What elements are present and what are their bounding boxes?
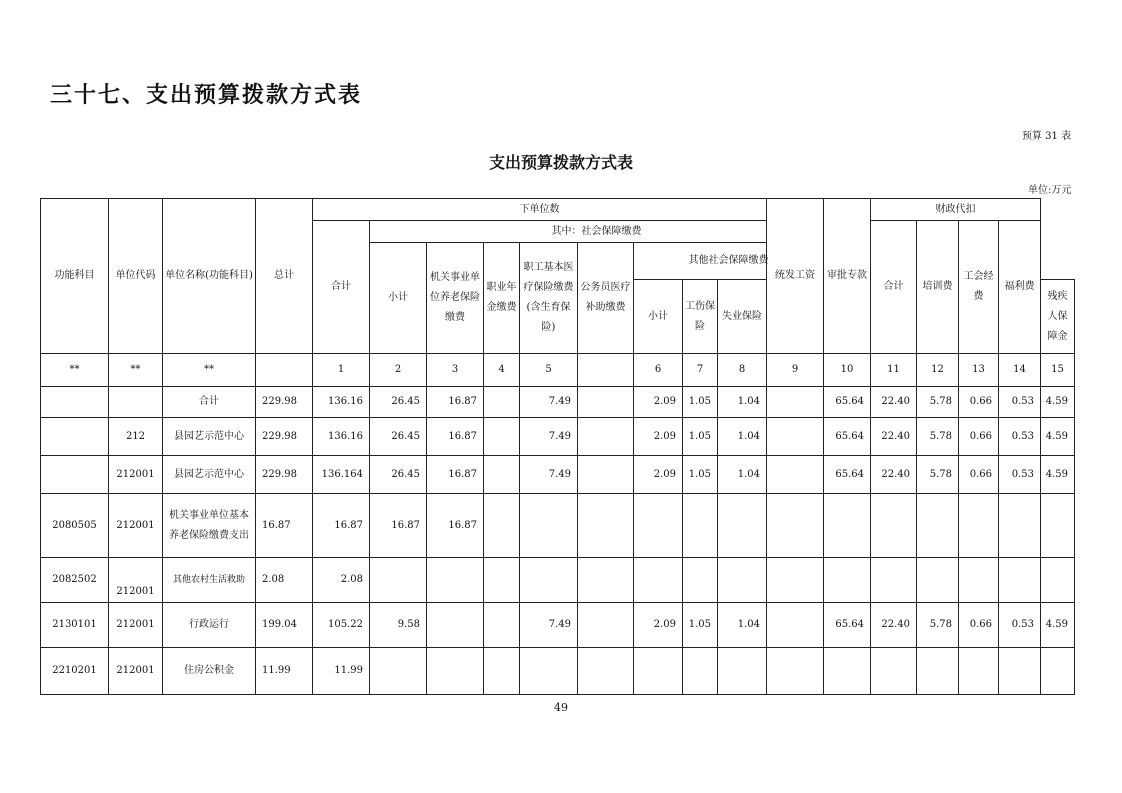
table-cell: 26.45: [370, 456, 427, 494]
table-title: 支出预算拨款方式表: [488, 153, 633, 172]
table-cell: [427, 648, 484, 695]
header-subtotal: 合计: [313, 221, 370, 354]
table-cell: 229.98: [256, 418, 313, 456]
table-cell: 13: [959, 354, 999, 387]
table-cell: [484, 418, 520, 456]
table-number: 预算 31 表: [1022, 131, 1072, 142]
table-cell: [959, 558, 999, 603]
budget-table: [40, 198, 1075, 695]
table-cell: [718, 494, 767, 558]
table-cell: 136.16: [313, 418, 370, 456]
table-cell: 12: [917, 354, 959, 387]
header-approved-special: 审批专款: [824, 199, 871, 354]
table-cell: 0.53: [999, 456, 1041, 494]
header-annuity: 职业年金缴费: [484, 243, 520, 354]
table-cell: 10: [824, 354, 871, 387]
table-cell: [484, 494, 520, 558]
table-cell: 16.87: [256, 494, 313, 558]
table-cell: 229.98: [256, 456, 313, 494]
table-cell: [1041, 648, 1075, 695]
header-func-subject: 功能科目: [41, 199, 109, 354]
table-cell: [578, 648, 634, 695]
table-cell: 212001: [109, 558, 163, 603]
table-cell: [109, 387, 163, 418]
table-cell: 212001: [109, 494, 163, 558]
table-cell: 5.78: [917, 418, 959, 456]
table-cell: [767, 494, 824, 558]
table-cell: 5.78: [917, 456, 959, 494]
table-cell: 105.22: [313, 603, 370, 648]
table-cell: 县园艺示范中心: [163, 456, 256, 494]
table-row: [41, 648, 1075, 695]
table-cell: 22.40: [871, 418, 917, 456]
table-cell: 15: [1041, 354, 1075, 387]
table-cell: 1.05: [683, 456, 718, 494]
table-cell: 0.53: [999, 418, 1041, 456]
table-cell: [578, 456, 634, 494]
header-finance-deduct: 财政代扣: [871, 199, 1041, 221]
header-disability: 残疾人保障金: [1041, 280, 1075, 354]
table-cell: [427, 603, 484, 648]
table-cell: 2.09: [634, 387, 683, 418]
table-cell: [520, 494, 578, 558]
header-fd-total: 合计: [871, 221, 917, 354]
table-cell: 7.49: [520, 456, 578, 494]
table-cell: 16.87: [427, 387, 484, 418]
table-cell: 136.16: [313, 387, 370, 418]
table-cell: 1.04: [718, 418, 767, 456]
table-cell: 22.40: [871, 387, 917, 418]
table-cell: [871, 558, 917, 603]
table-cell: 65.64: [824, 387, 871, 418]
table-cell: 4.59: [1041, 603, 1075, 648]
table-cell: 16.87: [427, 494, 484, 558]
table-cell: 9: [767, 354, 824, 387]
table-cell: [683, 494, 718, 558]
table-cell: [999, 494, 1041, 558]
table-cell: 0.66: [959, 418, 999, 456]
table-cell: 0.66: [959, 387, 999, 418]
header-medical: 职工基本医疗保险缴费(含生育保险): [520, 243, 578, 354]
table-cell: [484, 387, 520, 418]
table-cell: [767, 387, 824, 418]
table-cell: 机关事业单位基本养老保险缴费支出: [163, 494, 256, 558]
table-cell: **: [163, 354, 256, 387]
table-cell: [370, 558, 427, 603]
header-other-subtotal: 小计: [634, 280, 683, 354]
table-cell: 2210201: [41, 648, 109, 695]
table-cell: 1.04: [718, 603, 767, 648]
table-cell: [871, 494, 917, 558]
table-cell: [871, 648, 917, 695]
table-cell: [578, 354, 634, 387]
table-cell: 2.09: [634, 603, 683, 648]
table-cell: 住房公积金: [163, 648, 256, 695]
table-cell: 4.59: [1041, 387, 1075, 418]
table-cell: 22.40: [871, 456, 917, 494]
table-cell: 2: [370, 354, 427, 387]
table-cell: [578, 418, 634, 456]
table-cell: 2.09: [634, 456, 683, 494]
header-total: 总计: [256, 199, 313, 354]
table-cell: 11.99: [256, 648, 313, 695]
table-cell: [959, 648, 999, 695]
header-union: 工会经费: [959, 221, 999, 354]
table-cell: 合计: [163, 387, 256, 418]
index-row-body: [41, 354, 1075, 387]
table-row: [41, 456, 1075, 494]
table-cell: 6: [634, 354, 683, 387]
table-cell: 11: [871, 354, 917, 387]
table-cell: 14: [999, 354, 1041, 387]
data-rows-body: [41, 387, 1075, 695]
table-cell: 212: [109, 418, 163, 456]
table-cell: [634, 648, 683, 695]
table-cell: 4.59: [1041, 456, 1075, 494]
header-other-social: 其他社会保障缴费: [634, 243, 824, 280]
table-cell: [484, 603, 520, 648]
table-cell: 7: [683, 354, 718, 387]
table-cell: [370, 648, 427, 695]
table-row: [41, 494, 1075, 558]
header-ss-subtotal: 小计: [370, 243, 427, 354]
table-cell: 3: [427, 354, 484, 387]
table-row: [41, 603, 1075, 648]
table-cell: 16.87: [427, 456, 484, 494]
table-cell: 0.53: [999, 603, 1041, 648]
page-number: 49: [554, 701, 568, 714]
table-row: [41, 418, 1075, 456]
table-cell: 1.04: [718, 387, 767, 418]
table-cell: 其他农村生活救助: [163, 558, 256, 603]
table-cell: 2130101: [41, 603, 109, 648]
header-unified-salary: 统发工资: [767, 199, 824, 354]
table-cell: 1.05: [683, 387, 718, 418]
table-cell: [578, 494, 634, 558]
table-cell: 136.164: [313, 456, 370, 494]
table-cell: 26.45: [370, 387, 427, 418]
table-cell: 1.04: [718, 456, 767, 494]
table-cell: [578, 387, 634, 418]
table-cell: [767, 418, 824, 456]
table-cell: 11.99: [313, 648, 370, 695]
table-cell: 229.98: [256, 387, 313, 418]
header-unemployment: 失业保险: [718, 280, 767, 354]
table-cell: [917, 494, 959, 558]
table-cell: 8: [718, 354, 767, 387]
table-cell: 9.58: [370, 603, 427, 648]
table-cell: [718, 648, 767, 695]
table-cell: [683, 558, 718, 603]
table-cell: **: [41, 354, 109, 387]
table-cell: [484, 558, 520, 603]
table-cell: [824, 648, 871, 695]
table-cell: 0.66: [959, 456, 999, 494]
header-civil-medical: 公务员医疗补助缴费: [578, 243, 634, 354]
table-row: [41, 387, 1075, 418]
header-lower-unit: 下单位数: [313, 199, 767, 221]
table-row: [41, 558, 1075, 603]
table-cell: 1.05: [683, 603, 718, 648]
table-cell: 212001: [109, 603, 163, 648]
table-cell: [917, 558, 959, 603]
table-cell: 1.05: [683, 418, 718, 456]
table-cell: [484, 648, 520, 695]
table-cell: 2.08: [313, 558, 370, 603]
table-cell: [824, 558, 871, 603]
table-cell: 199.04: [256, 603, 313, 648]
table-cell: [520, 648, 578, 695]
table-cell: [917, 648, 959, 695]
table-cell: 4: [484, 354, 520, 387]
table-cell: 5.78: [917, 603, 959, 648]
table-cell: 2080505: [41, 494, 109, 558]
table-cell: 5.78: [917, 387, 959, 418]
table-cell: [41, 418, 109, 456]
table-cell: [1041, 494, 1075, 558]
table-cell: 5: [520, 354, 578, 387]
table-cell: 2.08: [256, 558, 313, 603]
table-cell: 26.45: [370, 418, 427, 456]
table-cell: [634, 558, 683, 603]
header-pension: 机关事业单位养老保险缴费: [427, 243, 484, 354]
header-social-security: 其中：社会保障缴费: [370, 221, 824, 243]
table-cell: 212001: [109, 456, 163, 494]
table-cell: [767, 603, 824, 648]
table-cell: [256, 354, 313, 387]
table-cell: [959, 494, 999, 558]
header-training: 培训费: [917, 221, 959, 354]
table-cell: [767, 648, 824, 695]
table-cell: [578, 603, 634, 648]
table-cell: 16.87: [370, 494, 427, 558]
table-cell: 0.66: [959, 603, 999, 648]
header-welfare: 福利费: [999, 221, 1041, 354]
table-cell: [718, 558, 767, 603]
section-title: 三十七、支出预算拨款方式表: [50, 83, 363, 108]
table-cell: 7.49: [520, 418, 578, 456]
table-cell: 0.53: [999, 387, 1041, 418]
table-cell: 65.64: [824, 418, 871, 456]
table-cell: [427, 558, 484, 603]
table-cell: [484, 456, 520, 494]
table-cell: [999, 558, 1041, 603]
table-cell: 7.49: [520, 387, 578, 418]
header-injury: 工伤保险: [683, 280, 718, 354]
table-cell: 22.40: [871, 603, 917, 648]
table-cell: **: [109, 354, 163, 387]
unit-label: 单位:万元: [1028, 185, 1072, 196]
table-cell: 16.87: [313, 494, 370, 558]
table-cell: [634, 494, 683, 558]
table-cell: 4.59: [1041, 418, 1075, 456]
table-cell: 1: [313, 354, 370, 387]
table-cell: [824, 494, 871, 558]
index-row: [41, 354, 1075, 387]
table-cell: 16.87: [427, 418, 484, 456]
table-cell: 2.09: [634, 418, 683, 456]
table-cell: [767, 558, 824, 603]
table-cell: [1041, 558, 1075, 603]
table-cell: [578, 558, 634, 603]
table-cell: [767, 456, 824, 494]
table-cell: [520, 558, 578, 603]
table-cell: [41, 456, 109, 494]
table-cell: 县园艺示范中心: [163, 418, 256, 456]
table-cell: 7.49: [520, 603, 578, 648]
table-cell: [41, 387, 109, 418]
table-cell: 65.64: [824, 603, 871, 648]
table-cell: 2082502: [41, 558, 109, 603]
header-unit-code: 单位代码: [109, 199, 163, 354]
table-cell: [999, 648, 1041, 695]
table-cell: 行政运行: [163, 603, 256, 648]
table-cell: 212001: [109, 648, 163, 695]
header-unit-name: 单位名称(功能科目): [163, 199, 256, 354]
table-cell: 65.64: [824, 456, 871, 494]
table-cell: [683, 648, 718, 695]
